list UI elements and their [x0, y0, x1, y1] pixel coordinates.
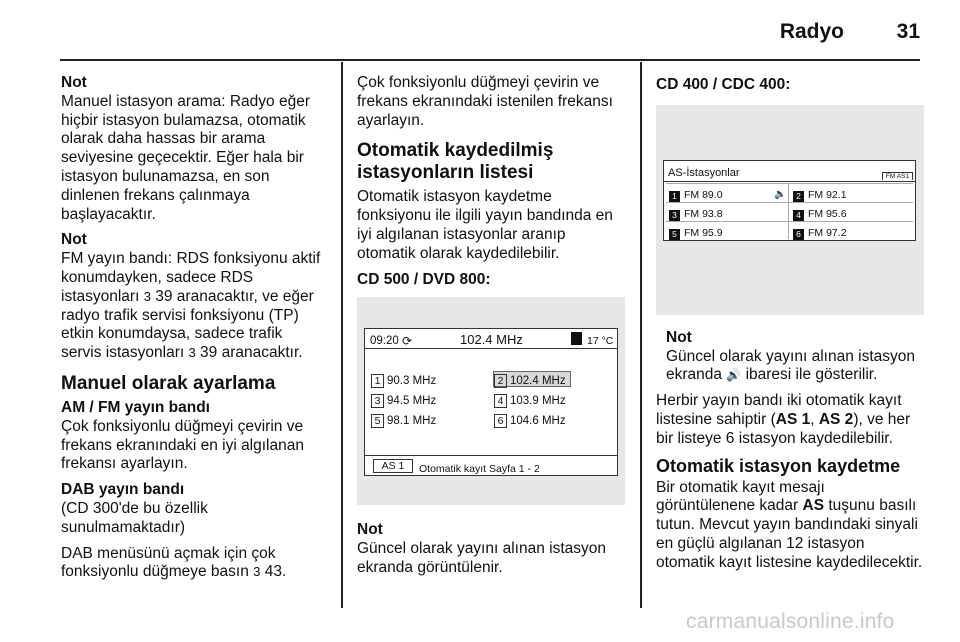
station-item[interactable]: 4 FM 95.6	[793, 205, 870, 224]
band-tag: FM AS1	[882, 172, 913, 180]
note-body: FM yayın bandı: RDS fonksiyonu aktif konumdayken, sadece RDS istasyonları 3 39 aranacaktır, ve eğer radyo trafik servisi fonksiyonu (TP) etkin konumdaysa, sadece trafik servis istasyonları 3 39 aranacaktır.	[61, 250, 321, 362]
reference-arrow-icon: 3	[143, 288, 151, 304]
note-body: Manuel istasyon arama: Radyo eğer hiçbir istasyon bulamazsa, otomatik olarak daha hassas bir arama seviyesine geçecektir. Eğer hala bir istasyon bulunamazsa, en son dinlenen frekans çalınmaya başlayacaktır.	[61, 92, 310, 223]
as-list-figure	[656, 105, 924, 315]
station-item[interactable]: 5 FM 95.9	[669, 224, 746, 243]
station-item[interactable]: 1 FM 89.0	[669, 186, 746, 205]
temperature: 17 °C	[587, 335, 614, 348]
page-reference[interactable]: 39	[200, 344, 218, 362]
column-divider	[640, 62, 642, 608]
reference-arrow-icon: 3	[188, 345, 196, 361]
header-rule	[60, 59, 920, 61]
sync-icon: ⟳	[402, 334, 413, 349]
station-item[interactable]: 2 FM 92.1	[793, 186, 870, 205]
page-reference[interactable]: 43.	[264, 563, 287, 581]
speaker-icon: 🔊	[726, 368, 742, 383]
display-status-bar	[365, 329, 617, 349]
as-key-label: AS	[802, 497, 825, 515]
note-title: Not	[61, 231, 87, 249]
as-station-display	[663, 160, 916, 241]
station-row	[666, 183, 913, 200]
section-heading: Otomatik kaydedilmiş istasyonların listesi	[357, 140, 554, 184]
station-item[interactable]: 3 FM 93.8	[669, 205, 746, 224]
paragraph: fonksiyonu ile ilgili yayın bandında en iyi algılanan istasyonlar aranıp otomatik olarak kaydedilebilir.	[357, 207, 613, 262]
speaker-icon: 🔈	[774, 188, 787, 200]
current-frequency: 102.4 MHz	[460, 332, 523, 348]
paragraph: Çok fonksiyonlu düğmeyi çevirin ve frekans ekranındaki istenilen frekansı ayarlayın.	[357, 74, 613, 129]
preset-item[interactable]: 1 90.3 MHz	[371, 372, 436, 388]
paragraph: DAB menüsünü açmak için çok fonksiyonlu düğmeye basın 3 43.	[61, 544, 287, 581]
display-footer	[365, 455, 617, 475]
reference-arrow-icon: 3	[253, 564, 261, 580]
clock: 09:20	[370, 335, 399, 348]
preset-item-selected[interactable]: 2 102.4 MHz	[493, 371, 571, 387]
display-title: AS-İstasyonlar	[668, 166, 740, 179]
preset-item[interactable]: 3 94.5 MHz	[371, 392, 436, 408]
watermark: carmanualsonline.info	[686, 610, 895, 633]
station-row	[666, 202, 913, 219]
paragraph: (CD 300'de bu özellik sunulmamaktadır)	[61, 499, 208, 536]
paragraph: Çok fonksiyonlu düğmeyi çevirin ve frekans ekranındaki en iyi algılanan frekansı ayarlayın.	[61, 417, 304, 473]
subsection-heading: AM / FM yayın bandı	[61, 398, 210, 416]
page-header	[0, 0, 960, 60]
figure-label: CD 400 / CDC 400:	[656, 76, 791, 93]
station-item[interactable]: 6 FM 97.2	[793, 224, 870, 243]
paragraph: Herbir yayın bandı iki otomatik kayıt listesine sahiptir (AS 1, AS 2), ve her bir listeye 6 istasyon kaydedilebilir.	[656, 392, 911, 447]
page-reference[interactable]: 39	[155, 287, 173, 305]
subsection-heading: DAB yayın bandı	[61, 481, 185, 499]
radio-display	[364, 328, 618, 476]
section-heading: Manuel olarak ayarlama	[61, 372, 276, 394]
phone-icon	[571, 332, 582, 345]
note-title: Not	[666, 328, 692, 346]
column-divider	[341, 62, 343, 608]
column-1	[61, 74, 325, 589]
preset-item[interactable]: 6 104.6 MHz	[494, 412, 566, 428]
as2-label: AS 2	[818, 410, 854, 428]
paragraph: Bir otomatik kayıt mesajı görüntülenene kadar AS tuşunu basılı tutun. Mevcut yayın bandındaki sinyali en güçlü algılanan 12 istasyon otomatik kayıt listesine kaydedilecektir.	[656, 478, 923, 571]
note-body: Güncel olarak yayını alınan istasyon ekranda görüntülenir.	[357, 540, 606, 576]
as1-label: AS 1	[775, 410, 811, 428]
as-button[interactable]: AS 1	[373, 459, 413, 473]
preset-item[interactable]: 5 98.1 MHz	[371, 412, 436, 428]
figure-label: CD 500 / DVD 800:	[357, 270, 491, 288]
column-3	[656, 74, 924, 580]
page-title: Radyo	[779, 20, 844, 43]
note-body: Güncel olarak yayını alınan istasyon ekranda 🔊 ibaresi ile gösterilir.	[666, 347, 915, 384]
paragraph-lead: Otomatik istasyon kaydetme	[357, 188, 552, 206]
footer-text: Otomatik kayıt Sayfa 1 - 2	[419, 463, 540, 476]
preset-item[interactable]: 4 103.9 MHz	[494, 392, 566, 408]
station-row	[666, 221, 913, 238]
column-2	[357, 74, 625, 585]
section-heading: Otomatik istasyon kaydetme	[656, 455, 901, 476]
radio-screen-figure	[357, 297, 625, 505]
note-title: Not	[357, 521, 383, 539]
note-title: Not	[61, 74, 87, 91]
page-number: 31	[896, 20, 920, 43]
